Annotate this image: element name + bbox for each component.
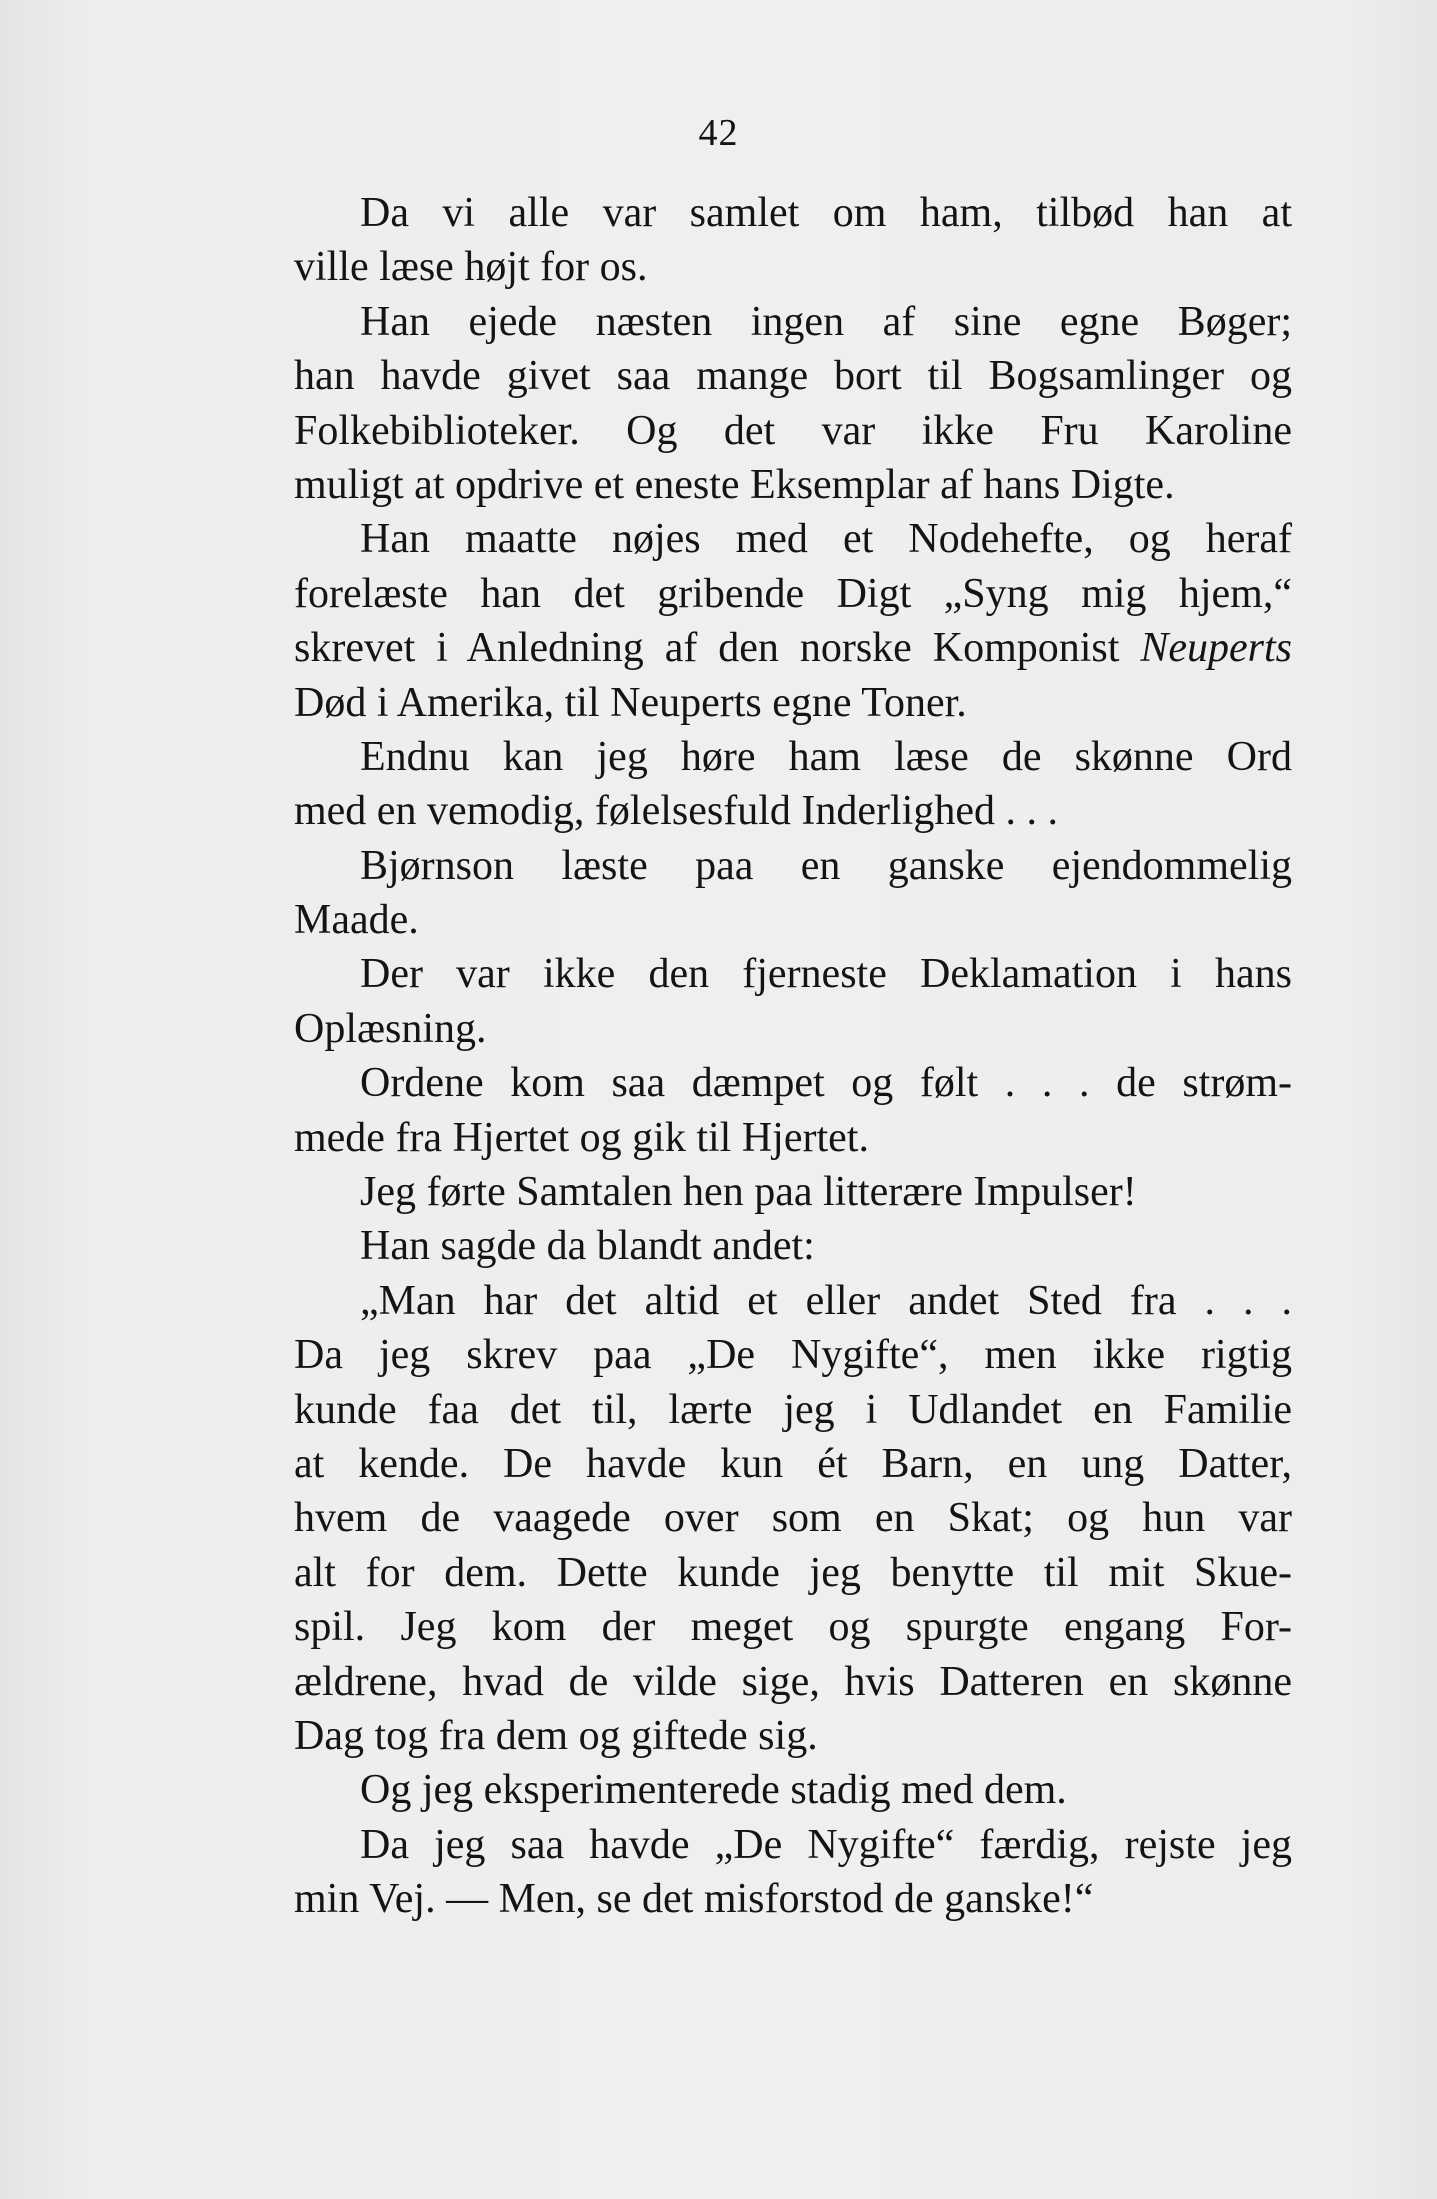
text-line: spil. Jeg kom der meget og spurgte engang For-	[294, 1604, 1292, 1651]
paragraph	[294, 947, 1292, 1056]
text-line: hvem de vaagede over som en Skat; og hun var	[294, 1495, 1292, 1542]
text-line: Maade.	[294, 897, 419, 944]
text-line: Ordene kom saa dæmpet og følt . . . de strøm-	[360, 1060, 1292, 1107]
paragraph	[294, 1818, 1292, 1927]
paragraph	[294, 1165, 1292, 1219]
text-line: „Man har det altid et eller andet Sted fra . . .	[360, 1277, 1292, 1324]
text-line: muligt at opdrive et eneste Eksemplar af hans Digte.	[294, 461, 1175, 508]
text-line: Død i Amerika, til Neuperts egne Toner.	[294, 679, 967, 726]
text-line: Dag tog fra dem og giftede sig.	[294, 1712, 818, 1759]
text-line: han havde givet saa mange bort til Bogsamlinger og	[294, 353, 1292, 400]
paragraph	[294, 186, 1292, 295]
text-line: Der var ikke den fjerneste Deklamation i hans	[360, 951, 1292, 998]
paragraph	[294, 1763, 1292, 1817]
paragraph	[294, 1274, 1292, 1764]
text-line: Da jeg saa havde „De Nygifte“ færdig, rejste jeg	[360, 1821, 1292, 1868]
text-line: mede fra Hjertet og gik til Hjertet.	[294, 1114, 869, 1161]
text-line: Endnu kan jeg høre ham læse de skønne Ord	[360, 733, 1292, 780]
text-line: Han sagde da blandt andet:	[360, 1223, 815, 1270]
paragraph	[294, 1056, 1292, 1165]
paragraph	[294, 839, 1292, 948]
text-line: ældrene, hvad de vilde sige, hvis Datteren en skønne	[294, 1658, 1292, 1705]
text-line: kunde faa det til, lærte jeg i Udlandet en Familie	[294, 1386, 1292, 1433]
text-line: Jeg førte Samtalen hen paa litterære Impulser!	[360, 1169, 1137, 1216]
text-line: Han ejede næsten ingen af sine egne Bøger;	[360, 298, 1292, 345]
paragraph	[294, 730, 1292, 839]
paragraph	[294, 512, 1292, 730]
text-line: med en vemodig, følelsesfuld Inderlighed . . .	[294, 788, 1058, 835]
text-line: Og jeg eksperimenterede stadig med dem.	[360, 1767, 1067, 1814]
text-line: alt for dem. Dette kunde jeg benytte til mit Skue-	[294, 1549, 1292, 1596]
text-line: forelæste han det gribende Digt „Syng mig hjem,“	[294, 570, 1292, 617]
body-text	[294, 186, 1292, 1927]
paragraph	[294, 1219, 1292, 1273]
text-line: Folkebiblioteker. Og det var ikke Fru Karoline	[294, 407, 1292, 454]
text-line: Oplæsning.	[294, 1005, 487, 1052]
text-line: Da jeg skrev paa „De Nygifte“, men ikke rigtig	[294, 1332, 1292, 1379]
text-line: ville læse højt for os.	[294, 244, 648, 291]
text-line: Han maatte nøjes med et Nodehefte, og heraf	[360, 516, 1292, 563]
page-number: 42	[698, 112, 739, 154]
text-line: skrevet i Anledning af den norske Komponist Neuperts	[294, 625, 1292, 672]
text-line: Da vi alle var samlet om ham, tilbød han at	[360, 190, 1292, 236]
text-line: at kende. De havde kun ét Barn, en ung Datter,	[294, 1440, 1292, 1487]
text-line: Bjørnson læste paa en ganske ejendommelig	[360, 842, 1292, 889]
italic-name: Neuperts	[1140, 625, 1292, 672]
text-line: min Vej. — Men, se det misforstod de ganske!“	[294, 1876, 1094, 1923]
paragraph	[294, 295, 1292, 513]
